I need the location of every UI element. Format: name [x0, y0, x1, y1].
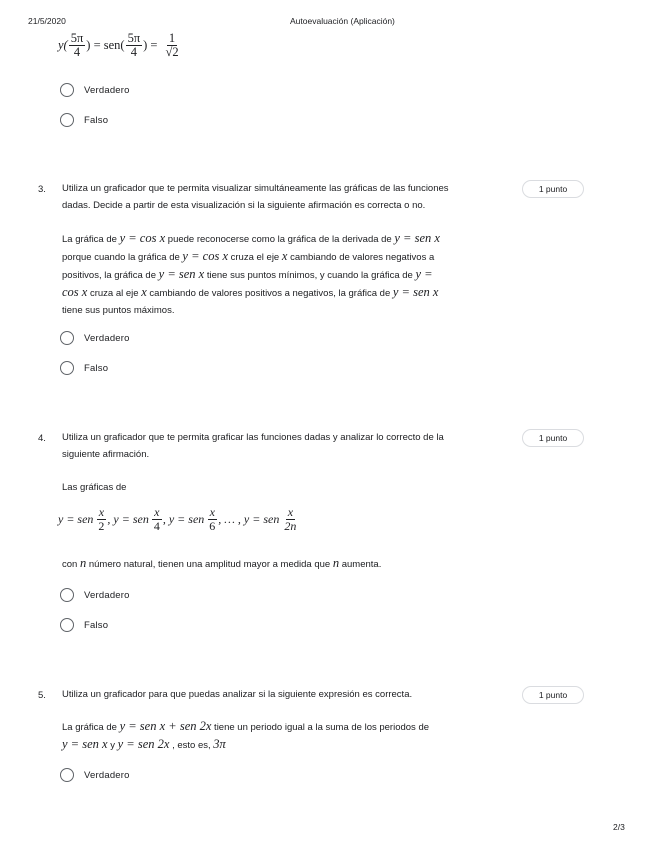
q3-option-falso[interactable]	[60, 359, 108, 377]
q3-text: tiene sus puntos mínimos, y cuando la gráfica de	[204, 270, 416, 281]
page-number: 2/3	[613, 822, 625, 832]
q2-formula	[58, 32, 182, 59]
q5-math: 3π	[213, 737, 226, 751]
q5-text: y	[107, 740, 118, 751]
q5-math: y = sen x + sen 2x	[119, 719, 212, 733]
q3-text: positivos, la gráfica de	[62, 270, 159, 281]
q3-math: x	[141, 285, 147, 299]
q4-intro: Las gráficas de	[62, 482, 127, 493]
q3-math: cos x	[62, 285, 88, 299]
radio-icon[interactable]	[60, 83, 74, 97]
radio-icon[interactable]	[60, 361, 74, 375]
q4-formula	[58, 506, 299, 532]
q2-frac1-den: 4	[73, 45, 81, 60]
q3-prompt-line: dadas. Decide a partir de esta visualización si la siguiente afirmación es correcta o no.	[62, 200, 426, 211]
option-label: Falso	[84, 362, 109, 374]
radio-icon[interactable]	[60, 588, 74, 602]
q3-math: y =	[415, 267, 433, 281]
q2-frac1-num: 5π	[70, 31, 84, 45]
option-label: Verdadero	[84, 769, 130, 781]
q3-number: 3.	[38, 184, 46, 195]
q4-math: n	[332, 556, 340, 570]
q2-frac3-num: 1	[168, 31, 176, 45]
q5-prompt: Utiliza un graficador para que puedas analizar si la siguiente expresión es correcta.	[62, 689, 413, 700]
q4-formula-part: , y = sen	[162, 511, 205, 526]
option-label: Verdadero	[84, 589, 130, 601]
q4-option-falso[interactable]	[60, 616, 108, 634]
q4-prompt	[62, 429, 522, 463]
q4-points-badge: 1 punto	[522, 429, 584, 447]
q5-text: La gráfica de	[62, 722, 120, 733]
q4-fraction-3	[207, 506, 217, 532]
q4-prompt-line: siguiente afirmación.	[62, 449, 150, 460]
q2-formula-part: y(	[58, 38, 68, 53]
radio-icon[interactable]	[60, 618, 74, 632]
q3-math: x	[281, 249, 288, 263]
q2-option-verdadero[interactable]	[60, 81, 130, 99]
option-label: Falso	[84, 114, 109, 126]
q4-formula-part: , … , y = sen	[218, 511, 280, 526]
q4-math: n	[79, 556, 87, 570]
q3-text: cruza al eje	[87, 288, 142, 299]
q4-text: con	[62, 559, 80, 570]
q5-text: tiene un periodo igual a la suma de los periodos de	[211, 722, 430, 733]
q2-fraction-2	[126, 32, 143, 59]
q2-frac3-den: √2	[165, 45, 179, 60]
q3-math: y = sen x	[394, 231, 440, 245]
q3-math: y = sen x	[392, 285, 439, 299]
q4-frac-den: 2	[98, 518, 105, 533]
q3-statement	[62, 230, 522, 319]
option-label: Falso	[84, 619, 109, 631]
q5-math: y = sen 2x	[117, 737, 170, 751]
q3-text: cambiando de valores negativos a	[287, 252, 435, 263]
option-label: Verdadero	[84, 84, 130, 96]
q5-math: y = sen x	[62, 737, 108, 751]
q2-formula-mid: ) = sen(	[86, 38, 125, 53]
q4-formula-part: y = sen	[58, 511, 94, 526]
q4-frac-num: x	[287, 505, 294, 519]
q4-option-verdadero[interactable]	[60, 586, 130, 604]
q4-fraction-4	[282, 506, 298, 532]
radio-icon[interactable]	[60, 768, 74, 782]
q5-statement	[62, 718, 522, 754]
q3-text: cruza el eje	[228, 252, 282, 263]
q4-frac-den: 2n	[284, 518, 297, 533]
q4-conclusion	[62, 555, 522, 573]
q5-option-verdadero[interactable]	[60, 766, 130, 784]
q4-text: aumenta.	[339, 559, 382, 570]
q2-fraction-1	[69, 32, 86, 59]
q4-frac-num: x	[154, 505, 160, 519]
q3-text: porque cuando la gráfica de	[62, 252, 183, 263]
q3-points-badge: 1 punto	[522, 180, 584, 198]
q4-formula-part: , y = sen	[107, 511, 149, 526]
radio-icon[interactable]	[60, 113, 74, 127]
q2-frac2-num: 5π	[127, 31, 141, 45]
q4-frac-num: x	[98, 505, 105, 519]
q3-option-verdadero[interactable]	[60, 329, 130, 347]
q5-number: 5.	[38, 690, 46, 701]
q3-text: La gráfica de	[62, 234, 120, 245]
q2-option-falso[interactable]	[60, 111, 108, 129]
q3-math: y = sen x	[158, 267, 205, 281]
q4-frac-num: x	[209, 505, 215, 519]
q4-frac-den: 4	[153, 518, 160, 533]
q5-points-badge: 1 punto	[522, 686, 584, 704]
q5-text: , esto es,	[169, 740, 214, 751]
q4-text: número natural, tienen una amplitud mayor a medida que	[86, 559, 333, 570]
q4-fraction-1	[96, 506, 106, 532]
q3-math: y = cos x	[182, 249, 228, 263]
q4-frac-den: 6	[209, 518, 216, 533]
q3-text: puede reconocerse como la gráfica de la derivada de	[165, 234, 395, 245]
q2-frac2-den: 4	[130, 45, 137, 60]
print-date: 21/5/2020	[28, 16, 66, 26]
q4-prompt-line: Utiliza un graficador que te permita graficar las funciones dadas y analizar lo correcto de la	[62, 432, 444, 443]
q4-fraction-2	[152, 506, 162, 532]
q2-formula-end: ) =	[143, 38, 158, 53]
q4-number: 4.	[38, 433, 46, 444]
q3-text: cambiando de valores positivos a negativos, la gráfica de	[146, 288, 393, 299]
q3-prompt	[62, 180, 522, 214]
print-title: Autoevaluación (Aplicación)	[290, 16, 395, 26]
q3-text: tiene sus puntos máximos.	[62, 305, 175, 316]
q3-prompt-line: Utiliza un graficador que te permita visualizar simultáneamente las gráficas de las funciones	[62, 183, 449, 194]
q2-fraction-3	[163, 32, 180, 59]
option-label: Verdadero	[84, 332, 130, 344]
radio-icon[interactable]	[60, 331, 74, 345]
q3-math: y = cos x	[119, 231, 166, 245]
